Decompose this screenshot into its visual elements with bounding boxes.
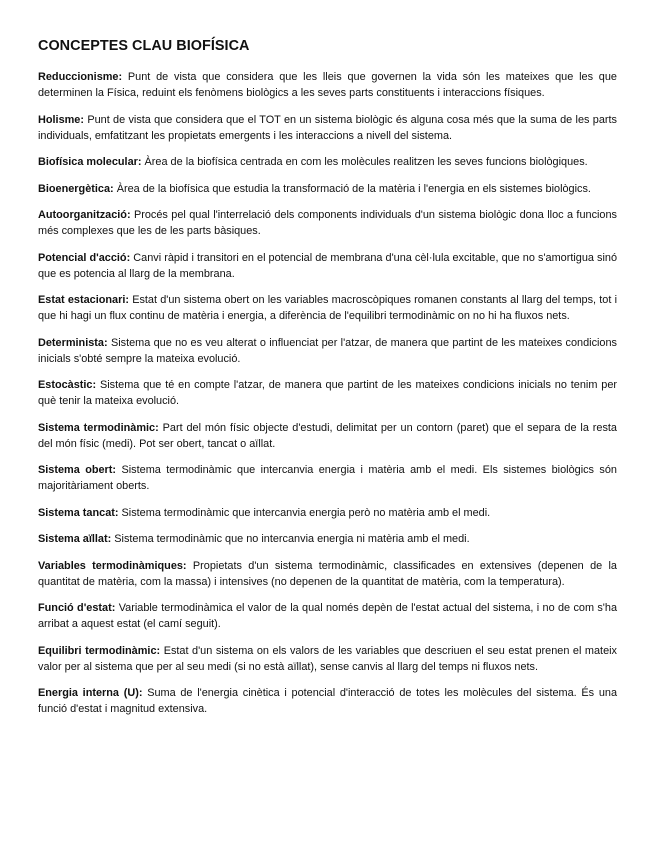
entry-term: Sistema termodinàmic: bbox=[38, 421, 159, 434]
entry-definition: Procés pel qual l'interrelació dels components individuals d'un sistema biològic dona lloc a funcions més complexes que les de les parts bàsiques. bbox=[38, 209, 617, 237]
entry-sistema-obert bbox=[38, 462, 617, 494]
entry-term: Reduccionisme: bbox=[38, 71, 123, 83]
entry-bioenergetica bbox=[38, 181, 617, 197]
entry-definition: Punt de vista que considera que el TOT en un sistema biològic és alguna cosa més que la suma de les parts individuals, emfatitzant les propietats emergents i les interaccions a nivell del sistema. bbox=[38, 113, 617, 142]
entry-determinista bbox=[38, 335, 617, 367]
entry-term: Energia interna (U): bbox=[38, 687, 143, 699]
entry-term: Sistema tancat: bbox=[38, 506, 119, 519]
entry-holisme bbox=[38, 112, 617, 144]
entry-term: Autoorganització: bbox=[38, 209, 131, 221]
entry-term: Funció d'estat: bbox=[38, 602, 116, 614]
entry-funcio-estat bbox=[38, 600, 617, 632]
entry-reduccionisme bbox=[38, 69, 617, 101]
entry-definition: Canvi ràpid i transitori en el potencial de membrana d'una cèl·lula excitable, que no s'amortigua sinó que es potencia al llarg de la membrana. bbox=[38, 251, 617, 280]
entry-definition: Sistema termodinàmic que no intercanvia energia ni matèria amb el medi. bbox=[114, 533, 470, 545]
entry-definition: Punt de vista que considera que les lleis que governen la vida són les mateixes que les que determinen la Física, reduint els fenòmens biològics a les seves parts constituents i interaccions físiques. bbox=[38, 71, 617, 99]
entry-term: Potencial d'acció: bbox=[38, 251, 131, 264]
entry-energia-interna bbox=[38, 685, 617, 717]
entry-estocastic bbox=[38, 377, 617, 409]
entry-definition: Part del món físic objecte d'estudi, delimitat per un contorn (paret) que el separa de la resta del món físic (medi). Pot ser obert, tancat o aïllat. bbox=[38, 421, 617, 450]
entry-sistema-termodinamic bbox=[38, 420, 617, 452]
entry-term: Estocàstic: bbox=[38, 379, 97, 391]
entry-term: Sistema aïllat: bbox=[38, 533, 112, 545]
entry-autoorganitzacio bbox=[38, 207, 617, 239]
entry-term: Holisme: bbox=[38, 113, 84, 126]
entry-definition: Variable termodinàmica el valor de la qual només depèn de l'estat actual del sistema, i no de com s'ha arribat a aquest estat (el camí seguit). bbox=[38, 602, 618, 630]
entry-definition: Àrea de la biofísica centrada en com les molècules realitzen les seves funcions biològiques. bbox=[144, 156, 588, 168]
entry-term: Equilibri termodinàmic: bbox=[38, 644, 161, 657]
entry-equilibri-termodinamic bbox=[38, 643, 617, 675]
entry-term: Determinista: bbox=[38, 336, 108, 349]
entry-definition: Àrea de la biofísica que estudia la transformació de la matèria i l'energia en els sistemes biològics. bbox=[116, 182, 591, 195]
entry-term: Sistema obert: bbox=[38, 464, 117, 476]
entry-variables-termodinamiques bbox=[38, 558, 617, 590]
entry-estat-estacionari bbox=[38, 292, 617, 324]
entry-term: Variables termodinàmiques: bbox=[38, 559, 187, 572]
entry-term: Estat estacionari: bbox=[38, 294, 129, 306]
entry-definition: Estat d'un sistema obert on les variables macroscòpiques romanen constants al llarg del temps, tot i que hi hagi un flux continu de matèria i energia, a diferència de l'equilibri termodinàmic on no hi ha fluxos nets. bbox=[38, 294, 617, 322]
entry-definition: Suma de l'energia cinètica i potencial d'interacció de totes les molècules del sistema. És una funció d'estat i magnitud extensiva. bbox=[38, 687, 618, 715]
entry-potencial-accio bbox=[38, 250, 617, 282]
entry-definition: Sistema termodinàmic que intercanvia energia i matèria amb el medi. Els sistemes biològics són majoritàriament oberts. bbox=[38, 464, 617, 492]
entry-sistema-aillat bbox=[38, 531, 617, 547]
entry-definition: Sistema termodinàmic que intercanvia energia però no matèria amb el medi. bbox=[121, 506, 491, 519]
entry-definition: Sistema que no es veu alterat o influenciat per l'atzar, de manera que partint de les mateixes condicions inicials s'obté sempre la mateixa evolució. bbox=[38, 336, 617, 365]
page-title: CONCEPTES CLAU BIOFÍSICA bbox=[38, 38, 250, 54]
entry-sistema-tancat bbox=[38, 505, 617, 521]
entry-definition: Estat d'un sistema on els valors de les variables que descriuen el seu estat prenen el mateix valor per al sistema que per al seu medi (si no està aïllat), sense canvis al llarg del temps ni fluxos nets. bbox=[38, 644, 617, 673]
document-page bbox=[38, 38, 617, 728]
entry-term: Biofísica molecular: bbox=[38, 156, 142, 168]
entry-definition: Sistema que té en compte l'atzar, de manera que partint de les mateixes condicions inicials no tenim per què tenir la mateixa evolució. bbox=[38, 379, 617, 407]
entry-definition: Propietats d'un sistema termodinàmic, classificades en extensives (depenen de la quantitat de matèria, com la massa) i intensives (no depenen de la quantitat de matèria, com la temperatura). bbox=[38, 559, 617, 588]
entry-term: Bioenergètica: bbox=[38, 182, 114, 195]
entry-biofisica-molecular bbox=[38, 154, 617, 170]
